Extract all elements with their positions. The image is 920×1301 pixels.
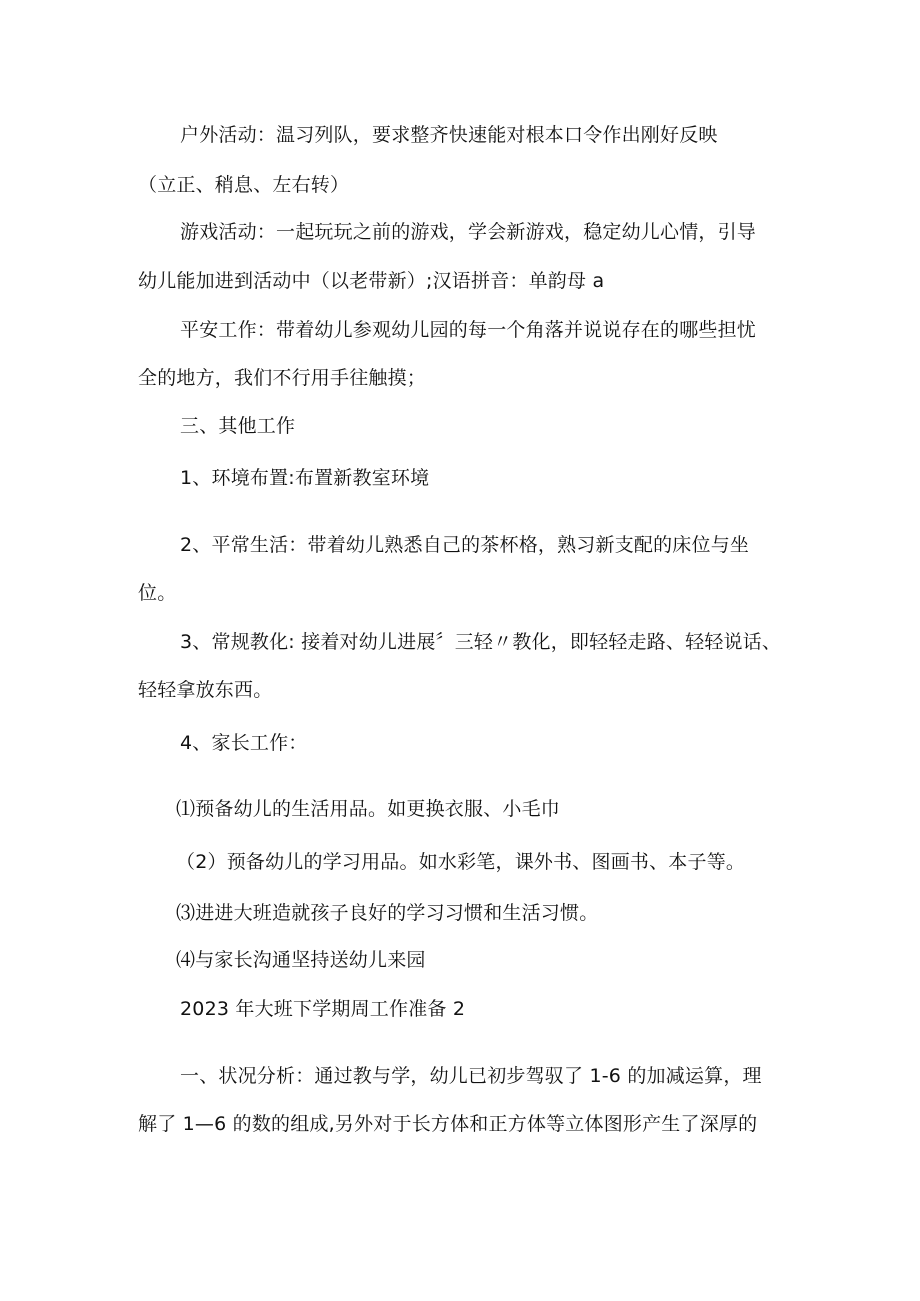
paragraph-line: 一、状况分析：通过教与学，幼儿已初步驾驭了 1-6 的加减运算，理 bbox=[180, 1065, 762, 1087]
list-item: 2、平常生活：带着幼儿熟悉自己的茶杯格，熟习新支配的床位与坐 bbox=[180, 534, 750, 556]
list-item: ⑶进进大班造就孩子良好的学习习惯和生活习惯。 bbox=[176, 902, 599, 924]
list-item: ⑴预备幼儿的生活用品。如更换衣服、小毛巾 bbox=[176, 798, 561, 820]
list-item: （2）预备幼儿的学习用品。如水彩笔，课外书、图画书、本子等。 bbox=[176, 851, 746, 873]
paragraph-line: 平安工作：带着幼儿参观幼儿园的每一个角落并说说存在的哪些担忧 bbox=[180, 319, 757, 341]
list-item: ⑷与家长沟通坚持送幼儿来园 bbox=[176, 949, 426, 971]
document-title: 2023 年大班下学期周工作准备 2 bbox=[180, 998, 466, 1020]
list-item: 4、家长工作： bbox=[180, 732, 308, 754]
paragraph-line: 位。 bbox=[138, 582, 177, 604]
paragraph-line: （立正、稍息、左右转） bbox=[138, 174, 350, 196]
list-item: 3、常规教化: 接着对幼儿进展〞三轻〃教化，即轻轻走路、轻轻说话、 bbox=[180, 631, 782, 653]
list-item: 1、环境布置:布置新教室环境 bbox=[180, 467, 430, 489]
paragraph-line: 幼儿能加进到活动中（以老带新）;汉语拼音：单韵母 a bbox=[138, 270, 605, 292]
section-heading: 三、其他工作 bbox=[180, 415, 296, 437]
paragraph-line: 解了 1—6 的数的组成,另外对于长方体和正方体等立体图形产生了深厚的 bbox=[138, 1113, 758, 1135]
paragraph-line: 户外活动：温习列队，要求整齐快速能对根本口令作出刚好反映 bbox=[180, 124, 718, 146]
paragraph-line: 轻轻拿放东西。 bbox=[138, 679, 273, 701]
paragraph-line: 游戏活动：一起玩玩之前的游戏，学会新游戏，稳定幼儿心情，引导 bbox=[180, 221, 757, 243]
paragraph-line: 全的地方，我们不行用手往触摸； bbox=[138, 367, 427, 389]
